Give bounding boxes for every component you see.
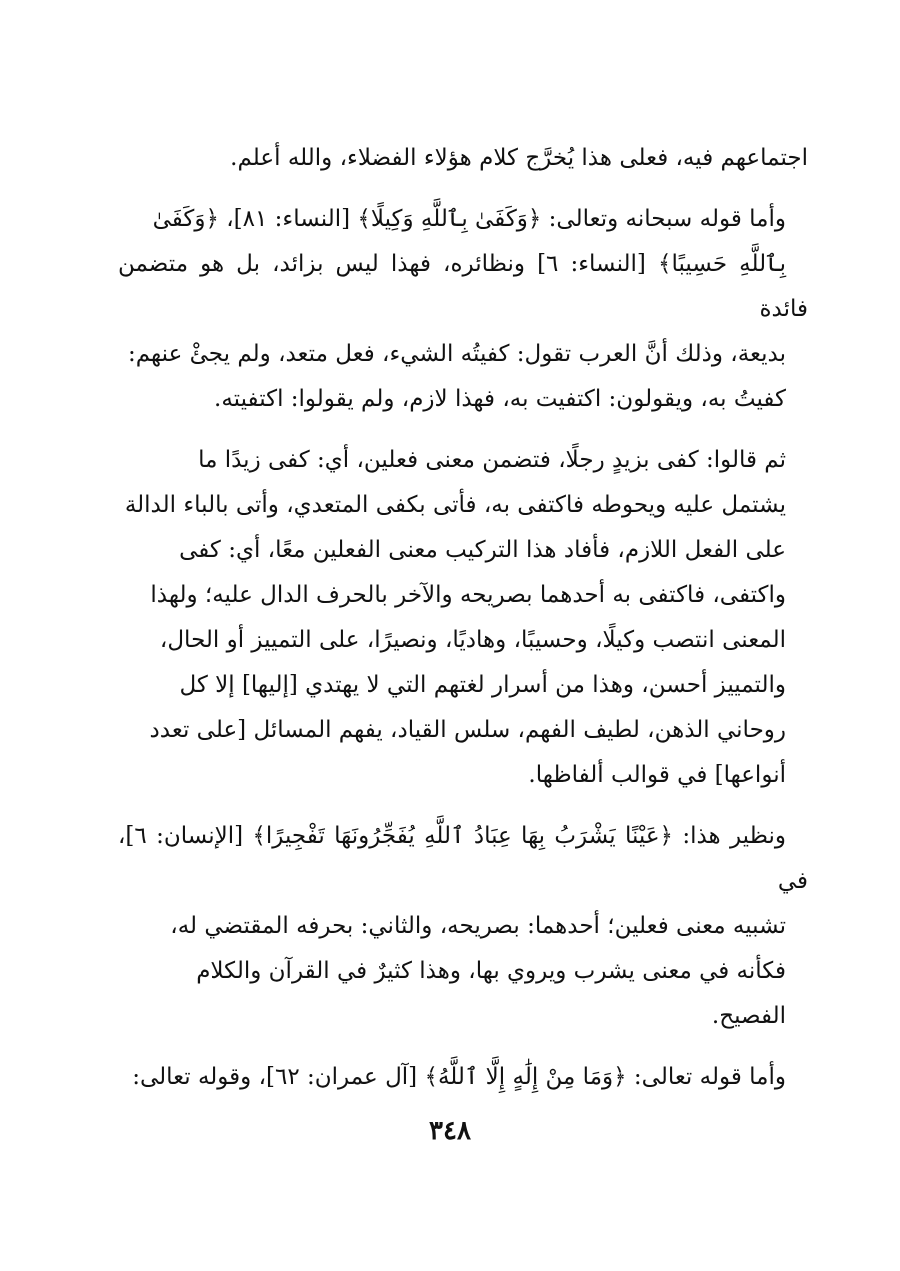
paragraph-3 (118, 438, 808, 798)
text-line: فكأنه في معنى يشرب ويروي بها، وهذا كثيرٌ في القرآن والكلام (196, 958, 786, 984)
paragraph-5 (118, 1055, 808, 1100)
text-line: ونظير هذا: ﴿عَيْنًا يَشْرَبُ بِهَا عِبَادُ ٱللَّهِ يُفَجِّرُونَهَا تَفْجِيرًا﴾ [الإنسان: ٦]، في (118, 823, 808, 894)
text-line: روحاني الذهن، لطيف الفهم، سلس القياد، يفهم المسائل [على تعدد (149, 717, 786, 743)
text-line: ثم قالوا: كفى بزيدٍ رجلًا، فتضمن معنى فعلين، أي: كفى زيدًا ما (198, 447, 786, 473)
text-line: وأما قوله تعالى: ﴿وَمَا مِنْ إِلَٰهٍ إِلَّا ٱللَّهُ﴾ [آل عمران: ٦٢]، وقوله تعالى: (132, 1064, 786, 1090)
text-line: اجتماعهم فيه، فعلى هذا يُخرَّج كلام هؤلاء الفضلاء، والله أعلم. (230, 145, 808, 171)
text-line: واكتفى، فاكتفى به أحدهما بصريحه والآخر بالحرف الدال عليه؛ ولهذا (150, 582, 786, 608)
text-line: يشتمل عليه ويحوطه فاكتفى به، فأتى بكفى المتعدي، وأتى بالباء الدالة (124, 492, 786, 518)
text-line: الفصيح. (711, 1003, 786, 1029)
text-line: بديعة، وذلك أنَّ العرب تقول: كفيتُه الشيء، فعل متعد، ولم يجئْ عنهم: (127, 341, 786, 367)
text-line: أنواعها] في قوالب ألفاظها. (528, 762, 786, 788)
text-line: وأما قوله سبحانه وتعالى: ﴿وَكَفَىٰ بِٱللَّهِ وَكِيلًا﴾ [النساء: ٨١]، ﴿وَكَفَىٰ (152, 206, 786, 232)
page-number: ٣٤٨ (429, 1116, 471, 1146)
text-line: بِٱللَّهِ حَسِيبًا﴾ [النساء: ٦] ونظائره، فهذا ليس بزائد، بل هو متضمن فائدة (118, 251, 808, 322)
text-line: تشبيه معنى فعلين؛ أحدهما: بصريحه، والثاني: بحرفه المقتضي له، (170, 913, 786, 939)
page-body-text (118, 136, 808, 1116)
text-line: المعنى انتصب وكيلًا، وحسيبًا، وهاديًا، ونصيرًا، على التمييز أو الحال، (159, 627, 786, 653)
text-line: على الفعل اللازم، فأفاد هذا التركيب معنى الفعلين معًا، أي: كفى (179, 537, 786, 563)
paragraph-2 (118, 197, 808, 422)
text-line: كفيتُ به، ويقولون: اكتفيت به، فهذا لازم، ولم يقولوا: اكتفيته. (214, 386, 786, 412)
paragraph-1 (118, 136, 808, 181)
paragraph-4 (118, 814, 808, 1039)
text-line: والتمييز أحسن، وهذا من أسرار لغتهم التي لا يهتدي [إليها] إلا كل (179, 672, 786, 698)
